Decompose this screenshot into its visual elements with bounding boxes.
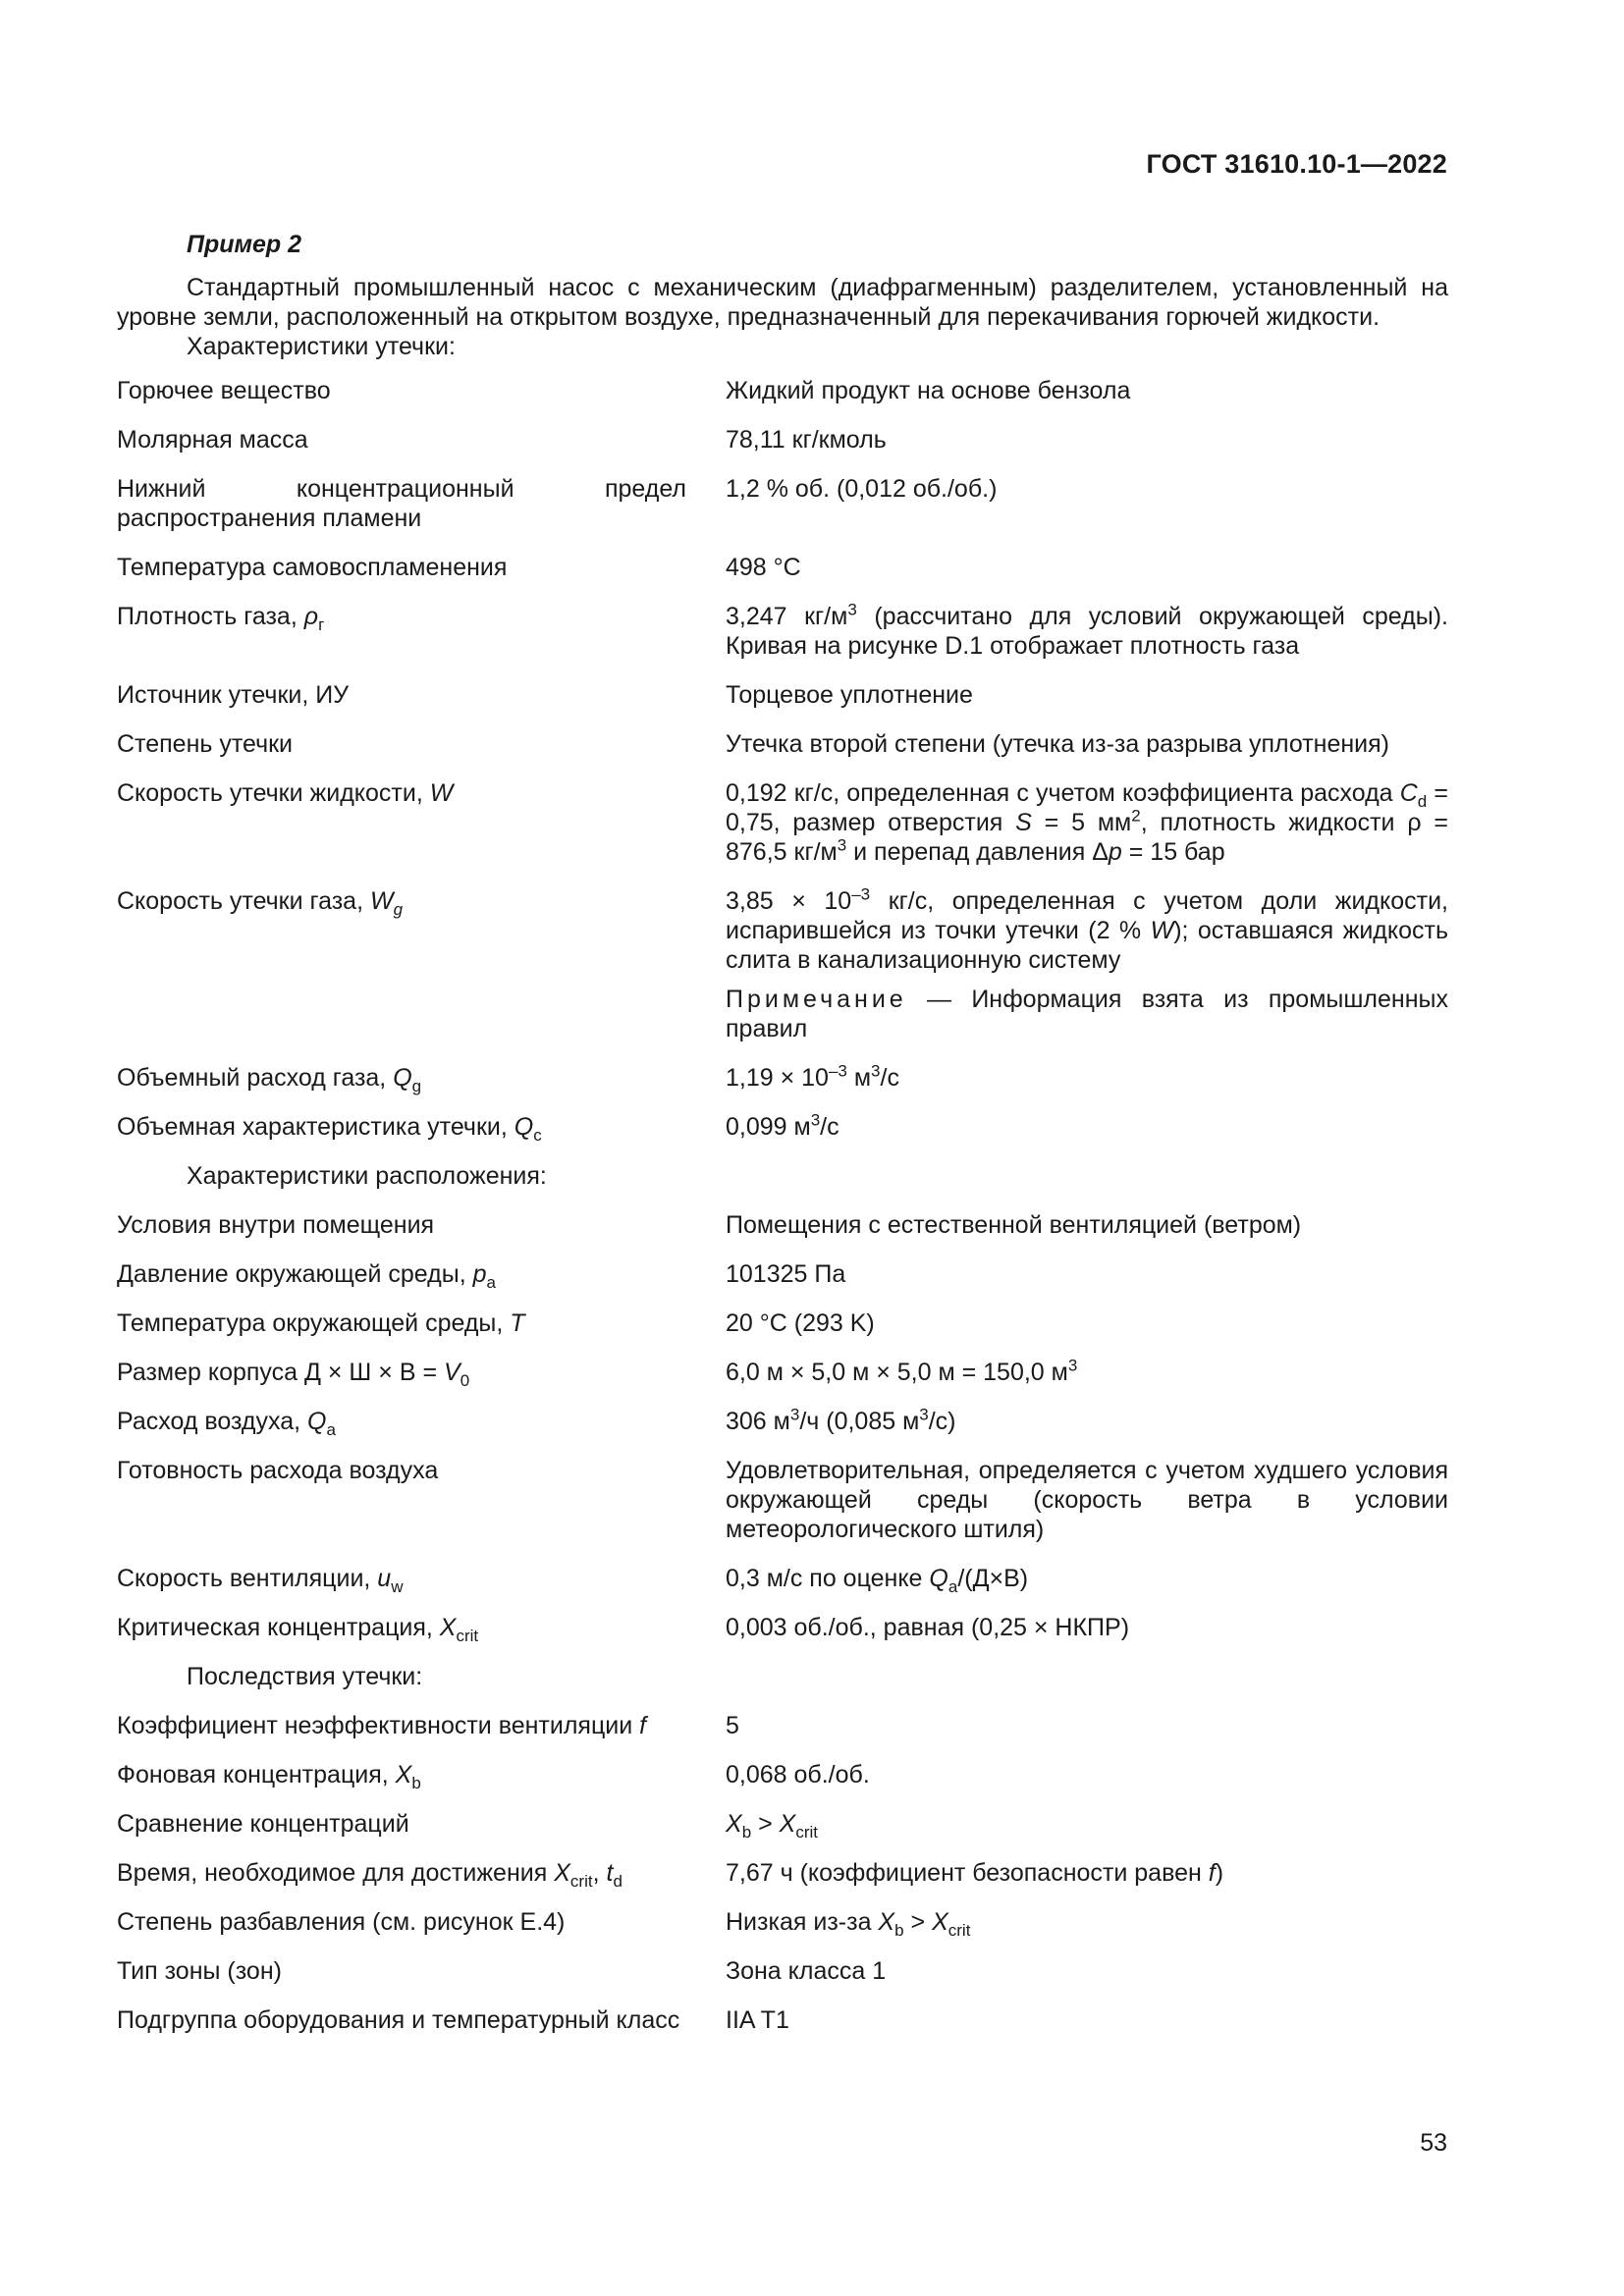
table-row	[117, 602, 1448, 680]
subscript: crit	[456, 1627, 479, 1645]
row-value	[726, 886, 1448, 1063]
symbol: Q	[307, 1408, 327, 1435]
subscript: crit	[569, 1872, 593, 1891]
row-value	[726, 1358, 1448, 1407]
superscript: 3	[810, 1110, 821, 1130]
row-value: 0,003 об./об., равная (0,25 × НКПР)	[726, 1614, 1130, 1641]
symbol: f	[639, 1712, 647, 1739]
document-header: ГОСТ 31610.10-1—2022	[1146, 149, 1447, 179]
row-value: Жидкий продукт на основе бензола	[726, 377, 1131, 404]
row-label	[117, 1063, 726, 1112]
table-row	[117, 1063, 1448, 1112]
row-value	[726, 602, 1448, 680]
row-value	[726, 1858, 1448, 1907]
value-text: 0,192 кг/с, определенная с учетом коэффициента расхода	[726, 779, 1400, 807]
label-text: Температура окружающей среды,	[117, 1309, 511, 1337]
note	[726, 985, 1448, 1043]
row-value	[726, 778, 1448, 886]
table-row	[117, 1210, 1448, 1259]
table-row	[117, 1564, 1448, 1613]
row-value: Утечка второй степени (утечка из-за разрыва уплотнения)	[726, 730, 1390, 758]
row-value: Торцевое уплотнение	[726, 681, 973, 709]
row-value: 78,11 кг/кмоль	[726, 426, 887, 454]
superscript: 2	[1131, 806, 1141, 826]
section-heading-row	[117, 1161, 1448, 1210]
leak-heading: Характеристики утечки:	[187, 333, 456, 360]
row-value: 20 °C (293 K)	[726, 1309, 875, 1337]
subscript: a	[947, 1577, 958, 1596]
row-label: Сравнение концентраций	[117, 1810, 409, 1838]
symbol: W	[369, 887, 394, 915]
symbol: Q	[929, 1565, 948, 1592]
subscript: crit	[947, 1921, 971, 1940]
table-row	[117, 886, 1448, 1063]
subscript: 0	[460, 1371, 470, 1390]
label-text: Коэффициент неэффективности вентиляции	[117, 1712, 640, 1739]
symbol: V	[444, 1359, 460, 1386]
symbol: t	[606, 1859, 614, 1887]
row-label	[117, 1613, 726, 1662]
example-intro	[117, 273, 1448, 361]
row-label	[117, 1259, 726, 1308]
symbol: X	[439, 1614, 457, 1641]
table-row	[117, 1259, 1448, 1308]
subscript: g	[411, 1077, 422, 1095]
row-value: Помещения с естественной вентиляцией (ветром)	[726, 1211, 1302, 1239]
superscript: 3	[789, 1405, 800, 1424]
value-text: , плотность жидкости ρ = 876,5 кг/м	[726, 809, 1448, 866]
symbol: X	[779, 1810, 796, 1838]
symbol: X	[726, 1810, 742, 1838]
superscript: 3	[837, 835, 847, 855]
value-text: 3,85 × 10	[726, 887, 852, 915]
consequences-heading: Последствия утечки:	[187, 1663, 423, 1690]
row-value: 5	[726, 1712, 739, 1739]
symbol: ρ	[303, 603, 319, 630]
row-label	[117, 1564, 726, 1613]
superscript: 3	[919, 1405, 929, 1424]
value-text: /с)	[928, 1408, 956, 1435]
table-row	[117, 1456, 1448, 1564]
row-label	[117, 778, 726, 886]
table-row	[117, 553, 1448, 602]
example-description: Стандартный промышленный насос с механическим (диафрагменным) разделителем, установленный на уровне земли, расположенный на открытом воздухе, предназначенный для перекачивания горючей жидкости.	[117, 274, 1448, 331]
section-heading-row	[117, 1662, 1448, 1711]
example-title: Пример 2	[187, 231, 302, 258]
label-text: Объемный расход газа,	[117, 1064, 394, 1092]
subscript: c	[533, 1126, 542, 1145]
value-text: 306 м	[726, 1408, 790, 1435]
label-text: Плотность газа,	[117, 603, 304, 630]
table-row	[117, 778, 1448, 886]
row-label	[117, 1112, 726, 1161]
row-label	[117, 886, 726, 1063]
symbol: X	[395, 1761, 412, 1789]
superscript: 3	[847, 600, 857, 619]
table-row	[117, 680, 1448, 729]
subscript: b	[741, 1823, 752, 1842]
value-text: Низкая из-за	[726, 1908, 879, 1936]
row-label: Готовность расхода воздуха	[117, 1457, 439, 1484]
value-text: (рассчитано для условий окружающей среды). Кривая на рисунке D.1 отображает плотность газа	[726, 603, 1448, 660]
label-text: Фоновая концентрация,	[117, 1761, 396, 1789]
value-text: /(Д×В)	[957, 1565, 1029, 1592]
row-label: Степень разбавления (см. рисунок E.4)	[117, 1908, 566, 1936]
label-text: Скорость утечки газа,	[117, 887, 370, 915]
note-text: — Информация взята из промышленных правил	[726, 986, 1448, 1042]
label-text: Расход воздуха,	[117, 1408, 307, 1435]
row-label	[117, 1711, 726, 1760]
row-label	[117, 1760, 726, 1809]
value-text: 0,3 м/с по оценке	[726, 1565, 930, 1592]
value-text: 7,67 ч (коэффициент безопасности равен	[726, 1859, 1209, 1887]
table-row	[117, 1809, 1448, 1858]
table-row	[117, 1858, 1448, 1907]
value-text: = 15 бар	[1121, 838, 1225, 866]
table-row	[117, 1613, 1448, 1662]
subscript: d	[613, 1872, 623, 1891]
superscript: –3	[851, 884, 871, 904]
subscript: a	[326, 1420, 336, 1439]
row-label: Степень утечки	[117, 730, 294, 758]
symbol: Q	[393, 1064, 412, 1092]
table-row	[117, 1308, 1448, 1358]
table-row	[117, 2005, 1448, 2055]
row-label: Тип зоны (зон)	[117, 1957, 282, 1985]
superscript: 3	[871, 1061, 881, 1081]
row-value: 101325 Па	[726, 1260, 846, 1288]
label-text: Объемная характеристика утечки,	[117, 1113, 514, 1141]
value-text: = 5 мм	[1031, 809, 1132, 836]
value-text: м	[846, 1064, 872, 1092]
symbol: X	[878, 1908, 895, 1936]
value-text: /с	[820, 1113, 839, 1141]
symbol: f	[1208, 1859, 1216, 1887]
table-row	[117, 1711, 1448, 1760]
label-text: Размер корпуса Д × Ш × В =	[117, 1359, 444, 1386]
subscript: г	[318, 615, 325, 634]
row-label: Молярная масса	[117, 426, 308, 454]
row-value	[726, 1907, 1448, 1956]
row-label	[117, 1407, 726, 1456]
characteristics-table	[117, 376, 1448, 2055]
value-text: 3,247 кг/м	[726, 603, 848, 630]
row-label	[117, 1308, 726, 1358]
table-row	[117, 376, 1448, 425]
row-value	[726, 1407, 1448, 1456]
table-row	[117, 1956, 1448, 2005]
value-text: /с	[880, 1064, 899, 1092]
symbol: X	[554, 1859, 570, 1887]
label-text: Давление окружающей среды,	[117, 1260, 473, 1288]
table-row	[117, 729, 1448, 778]
row-label: Нижний концентрационный предел распространения пламени	[117, 475, 686, 532]
value-text: кг/с, определенная с учетом доли жидкости, испарившейся из точки утечки (2 %	[726, 887, 1448, 944]
row-value	[726, 1564, 1448, 1613]
symbol: W	[1150, 917, 1174, 944]
row-label: Горючее вещество	[117, 377, 331, 404]
value-text: = 0,75, размер отверстия	[726, 779, 1448, 836]
row-value	[726, 1112, 1448, 1161]
row-value	[726, 1809, 1448, 1858]
symbol: p	[1108, 838, 1122, 866]
row-label	[117, 1358, 726, 1407]
table-row	[117, 1907, 1448, 1956]
row-value: IIA T1	[726, 2006, 789, 2034]
page-number: 53	[1420, 2129, 1447, 2157]
row-value: 1,2 % об. (0,012 об./об.)	[726, 475, 998, 503]
row-label	[117, 602, 726, 680]
row-label: Температура самовоспламенения	[117, 554, 508, 581]
symbol: u	[377, 1565, 392, 1592]
superscript: 3	[1067, 1356, 1078, 1375]
symbol: T	[510, 1309, 525, 1337]
label-text: Скорость вентиляции,	[117, 1565, 378, 1592]
table-row	[117, 1112, 1448, 1161]
symbol: C	[1399, 779, 1418, 807]
row-label: Подгруппа оборудования и температурный класс	[117, 2006, 680, 2034]
row-value: 0,068 об./об.	[726, 1761, 870, 1789]
table-row	[117, 425, 1448, 474]
row-value	[726, 1063, 1448, 1112]
label-text: Время, необходимое для достижения	[117, 1859, 555, 1887]
note-label: Примечание	[726, 986, 907, 1013]
subscript: b	[411, 1774, 421, 1792]
row-value: Зона класса 1	[726, 1957, 887, 1985]
label-text: Критическая концентрация,	[117, 1614, 440, 1641]
row-label	[117, 1858, 726, 1907]
value-text: )	[1215, 1859, 1224, 1887]
row-value: 498 °C	[726, 554, 801, 581]
table-row	[117, 1358, 1448, 1407]
symbol: S	[1015, 809, 1032, 836]
label-text: ,	[592, 1859, 607, 1887]
value-text: 6,0 м × 5,0 м × 5,0 м = 150,0 м	[726, 1359, 1068, 1386]
value-text: 0,099 м	[726, 1113, 811, 1141]
symbol: Q	[514, 1113, 534, 1141]
row-label: Условия внутри помещения	[117, 1211, 435, 1239]
value-text: и перепад давления Δ	[846, 838, 1109, 866]
row-label: Источник утечки, ИУ	[117, 681, 350, 709]
subscript: w	[391, 1577, 404, 1596]
value-text: 1,19 × 10	[726, 1064, 829, 1092]
location-heading: Характеристики расположения:	[187, 1162, 547, 1190]
label-text: Скорость утечки жидкости,	[117, 779, 430, 807]
symbol: X	[932, 1908, 948, 1936]
table-row	[117, 474, 1448, 553]
value-text: >	[903, 1908, 933, 1936]
subscript: g	[393, 900, 404, 919]
superscript: –3	[828, 1061, 847, 1081]
value-text: /ч (0,085 м	[799, 1408, 920, 1435]
row-value: Удовлетворительная, определяется с учетом худшего условия окружающей среды (скорость ветра в условии метеорологического штиля)	[726, 1457, 1448, 1543]
subscript: crit	[795, 1823, 819, 1842]
subscript: d	[1417, 792, 1428, 811]
value-text: ); оставшаяся жидкость слита в канализационную систему	[726, 917, 1448, 974]
symbol: p	[472, 1260, 487, 1288]
subscript: a	[486, 1273, 496, 1292]
table-row	[117, 1760, 1448, 1809]
subscript: b	[894, 1921, 904, 1940]
value-main	[726, 886, 1448, 975]
symbol: W	[429, 779, 454, 807]
value-text: >	[751, 1810, 780, 1838]
table-row	[117, 1407, 1448, 1456]
